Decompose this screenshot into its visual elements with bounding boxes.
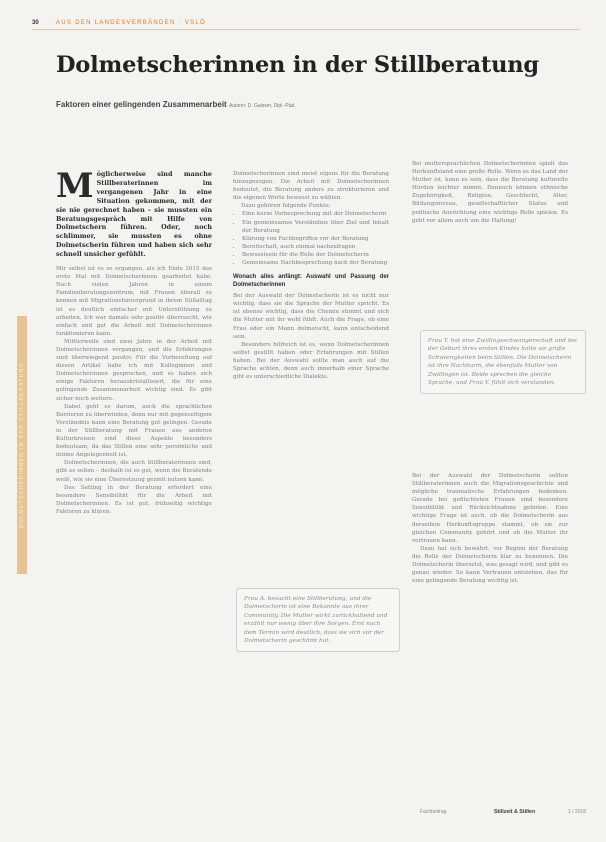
paragraph: Dolmetscherinnen sind meist eigens für die Beratung hinzugezogen. Die Arbeit mit Dolmetscherinnen bedeutet, die Beratung anders zu strukturieren und die eigenen Worte bewusst zu wählen. bbox=[233, 171, 389, 202]
paragraph: Besonders hilfreich ist es, wenn Dolmetscherinnen selbst gestillt haben oder Erfahrungen mit Stillen haben. Bei der Auswahl sollte man auch auf die Sprache achten, denn auch innerhalb einer Sprache gibt es unterschiedliche Dialekte. bbox=[233, 341, 389, 381]
paragraph: Dazu gehören folgende Punkte: bbox=[241, 203, 331, 210]
section-header: AUS DEN LANDESVERBÄNDEN · VSLÖ bbox=[56, 20, 207, 26]
article-subtitle bbox=[56, 100, 576, 109]
paragraph: Mir selbst ist es so ergangen, als ich Ende 2015 das erste Mal mit Dolmetscherinnen gearbeitet habe. Nach vielen Jahren in einem Familienberatungszentrum, mit Frauen überall zu kennen mit Migrationshintergrund in ihrem Stillalltag ist es deutlich einfacher mit Unterstützung zu arbeiten. Ich war damals sehr positiv überrascht, wie einfach und gut die Arbeit mit Dolmetscherinnen funktionieren kann. bbox=[56, 266, 212, 337]
factor-list bbox=[233, 210, 389, 267]
list-item: • Gemeinsame Nachbesprechung nach der Beratung bbox=[242, 259, 389, 267]
paragraph: Bei muttersprachlichen Dolmetscherinnen spielt das Herkunftsland eine große Rolle. Wenn es das Land der Mutter ist, kann es sein, dass die Beratung kulturelle Hürden leichter nimmt. Dennoch können ethnische Zugehörigkeit, Religion, Geschlecht, Alter, Bildungsniveau, gesellschaftlicher Status und politische Ausrichtung eine wichtige Rolle spielen. Es geht vor allem auch um die Haltung! bbox=[412, 161, 568, 224]
section-heading: Wonach alles anfängt: Auswahl und Passung der Dolmetscherinnen bbox=[233, 274, 389, 289]
list-item: • Bewusstsein für die Rolle der Dolmetscherin bbox=[242, 251, 389, 259]
list-item: • Ein gemeinsames Verständnis über Ziel und Inhalt der Beratung bbox=[242, 219, 389, 235]
column-3 bbox=[412, 160, 568, 225]
paragraph: Dolmetscherinnen, die auch Stillberaterinnen sind, gibt es selten – deshalb ist es gut, wenn die Beratende weiß, wie sie eine Übersetzung gezielt nutzen kann. bbox=[56, 460, 212, 483]
column-3-lower bbox=[412, 472, 568, 585]
list-item: • Bereitschaft, auch einmal nachzufragen bbox=[242, 243, 389, 251]
paragraph: Dabei geht es darum, auch die sprachlichen Barrieren zu überwinden, denn nur mit gegenseitigem Verständnis kann eine Beratung gut gelingen. Gerade in der Stillberatung mit Frauen aus anderen Kulturkreisen sind diese Aspekte besonders bedeutsam, da das Stillen eine sehr persönliche und intime Angelegenheit ist. bbox=[56, 403, 212, 459]
page-number: 30 bbox=[32, 20, 39, 26]
case-example-box: Frau A. besucht eine Stillberatung, und die Dolmetscherin ist eine Bekannte aus ihrer Community. Die Mutter wirkt zurückhaltend und erzählt nur wenig über ihre Sorgen. Erst nach dem Termin wird deutlich, dass sie sich vor der Dolmetscherin geschämt hat. bbox=[236, 588, 400, 652]
lead-paragraph: öglicherweise sind manche Stillberaterinnen im vergangenen Jahr in eine Situation gekommen, mit der sie nie gerechnet haben – sie mussten ein Beratungsgespräch mit Hilfe von Dolmetschern führen. Oder, noch schlimmer, sie mussten es ohne Dolmetscherin führen und haben sich sehr schnell unsicher gefühlt. bbox=[56, 170, 212, 259]
case-example-box: Frau Y. hat eine Zwillingsschwangerschaft und bei der Geburt ihres ersten Kindes hatte sie große Schwierigkeiten beim Stillen. Die Dolmetscherin ist ihre Nachbarin, die ebenfalls Mutter von Zwillingen ist. Beide sprechen die gleiche Sprache, und Frau Y. fühlt sich verstanden. bbox=[420, 330, 586, 394]
paragraph: Das Setting in der Beratung erfordert eine besondere Sensibilität für die Arbeit mit Dolmetscherinnen. Es ist gut, frühzeitig wichtige Faktoren zu klären. bbox=[56, 484, 212, 515]
article-title: Dolmetscherinnen in der Stillberatung bbox=[56, 52, 539, 78]
paragraph: Mittlerweile sind zwei Jahre in der Arbeit mit Dolmetscherinnen vergangen, und die Erfahrungen sind überwiegend positiv. Für die Vorbereitung auf diesen Artikel habe ich mit Kolleginnen und Dolmetscherinnen gesprochen, und es haben sich einige Faktoren herauskristallisiert, die für eine gelingende Zusammenarbeit wichtig sind. Es gibt sicher noch weitere. bbox=[56, 338, 212, 402]
paragraph: Bei der Auswahl der Dolmetscherin sollten Stillberaterinnen auch die Migrationsgeschichte und mögliche traumatische Erfahrungen bedenken. Gerade bei geflüchteten Frauen sind besondere Sensibilität und Rücksichtnahme geboten. Eine wichtige Frage ist auch, ob die Dolmetscherin aus derselben Herkunftsgruppe stammt, ob sie zur gleichen Community gehört und ob die Mutter ihr vertrauen kann. bbox=[412, 473, 568, 544]
list-item: • Klärung von Fachbegriffen vor der Beratung bbox=[242, 235, 389, 243]
column-1 bbox=[56, 166, 212, 516]
drop-cap: M bbox=[56, 166, 94, 206]
paragraph: Bei der Auswahl der Dolmetscherin ist es nicht nur wichtig, dass sie die Sprache der Mutter spricht. Es ist ebenso wichtig, dass die Chemie stimmt und sich die Mutter mit ihr wohl fühlt. Auch die Frage, ob eine Frau oder ein Mann dolmetscht, kann entscheidend sein. bbox=[233, 293, 389, 340]
footer-magazine: Stillzeit & Stillen bbox=[494, 809, 536, 815]
footer-issue: 1 / 2018 bbox=[568, 809, 587, 815]
footer-section: Fachbeitrag bbox=[420, 809, 447, 815]
author-credit: Autorin: D. Gaisser, Dipl.-Päd. bbox=[228, 103, 296, 109]
sidebar-label: DOLMETSCHERINNEN IN DER STILLBERATUNG bbox=[19, 361, 25, 529]
list-item: • Eine kurze Vorbesprechung mit der Dolmetscherin bbox=[242, 210, 389, 218]
column-2 bbox=[233, 170, 389, 381]
paragraph: Dazu hat sich bewährt, vor Beginn der Beratung die Rolle der Dolmetscherin klar zu benennen. Die Dolmetscherin übersetzt, was gesagt wird, und gibt es genau wieder. So kann Vertrauen entstehen, das für eine gelingende Beratung wichtig ist. bbox=[412, 545, 568, 585]
header-divider bbox=[32, 29, 580, 30]
subtitle-text: Faktoren einer gelingenden Zusammenarbeit bbox=[56, 100, 227, 109]
